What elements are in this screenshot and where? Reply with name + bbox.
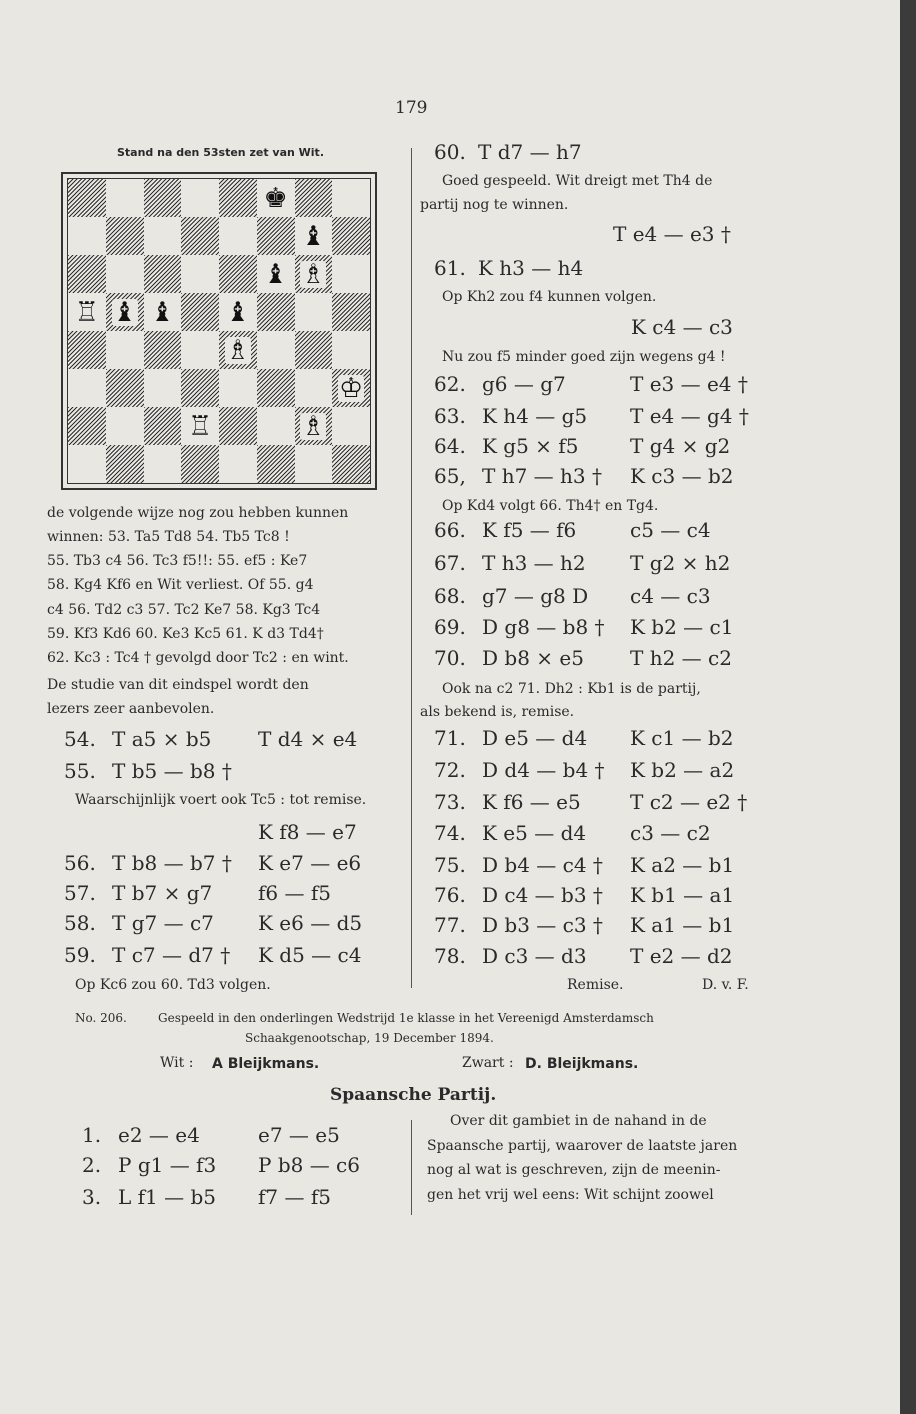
move-number: 57. xyxy=(64,881,96,905)
white-move: K f5 — f6 xyxy=(482,518,577,542)
move-number: 1. xyxy=(82,1123,102,1147)
board-square xyxy=(68,179,106,217)
board-square xyxy=(332,179,370,217)
board-square xyxy=(106,331,144,369)
black-move: K c1 — b2 xyxy=(630,726,734,750)
column-divider-lower xyxy=(411,1120,412,1215)
board-square xyxy=(332,217,370,255)
white-move: D b4 — c4 † xyxy=(482,853,603,877)
move-number: 63. xyxy=(434,404,466,428)
board-square xyxy=(257,217,295,255)
move-number: 60. xyxy=(434,140,466,164)
comment-line: Over dit gambiet in de nahand in de xyxy=(450,1113,707,1129)
board-square xyxy=(68,293,106,331)
board-square xyxy=(257,331,295,369)
white-move: D c4 — b3 † xyxy=(482,883,603,907)
black-move: T g2 × h2 xyxy=(630,551,731,575)
result-text: Remise. xyxy=(567,977,624,993)
board-square xyxy=(181,331,219,369)
board-square xyxy=(219,217,257,255)
board-square xyxy=(219,331,257,369)
black-move: K a1 — b1 xyxy=(630,913,735,937)
chess-piece-icon: ♖ xyxy=(74,296,99,328)
move-number: 74. xyxy=(434,821,466,845)
white-move: D b3 — c3 † xyxy=(482,913,603,937)
move-number: 65, xyxy=(434,464,466,488)
move-number: 67. xyxy=(434,551,466,575)
black-move: c5 — c4 xyxy=(630,518,711,542)
board-square xyxy=(295,179,333,217)
white-player-name: A Bleijkmans. xyxy=(212,1056,320,1072)
white-move: T h7 — h3 † xyxy=(482,464,602,488)
move-note: Op Kd4 volgt 66. Th4† en Tg4. xyxy=(442,498,659,514)
chess-piece-icon: ♝ xyxy=(112,296,137,328)
black-move: T e2 — d2 xyxy=(630,944,733,968)
analysis-line: 62. Kc3 : Tc4 † gevolgd door Tc2 : en wint. xyxy=(47,650,349,666)
chess-piece-icon: ♝ xyxy=(301,220,326,252)
white-move: T h3 — h2 xyxy=(482,551,586,575)
game-info-line1: Gespeeld in den onderlingen Wedstrijd 1e klasse in het Vereenigd Amsterdamsch xyxy=(158,1011,654,1025)
move-number: 3. xyxy=(82,1185,102,1209)
board-square xyxy=(257,179,295,217)
white-move: D c3 — d3 xyxy=(482,944,587,968)
comment-line: nog al wat is geschreven, zijn de meenin- xyxy=(427,1162,721,1178)
black-move: T g4 × g2 xyxy=(630,434,731,458)
board-square xyxy=(144,255,182,293)
move-note: Goed gespeeld. Wit dreigt met Th4 de xyxy=(442,173,713,189)
white-label: Wit : xyxy=(160,1055,194,1071)
move-number: 72. xyxy=(434,758,466,782)
board-square xyxy=(181,369,219,407)
white-move: T a5 × b5 xyxy=(112,727,212,751)
diagram-caption: Stand na den 53sten zet van Wit. xyxy=(117,146,324,159)
move-number: 2. xyxy=(82,1153,102,1177)
black-move: T c2 — e2 † xyxy=(630,790,748,814)
white-move: T b7 × g7 xyxy=(112,881,213,905)
move-note: partij nog te winnen. xyxy=(420,197,569,213)
chess-piece-icon: ♗ xyxy=(225,334,250,366)
white-move: D d4 — b4 † xyxy=(482,758,605,782)
white-move: e2 — e4 xyxy=(118,1123,200,1147)
move-number: 78. xyxy=(434,944,466,968)
black-move: T e4 — g4 † xyxy=(630,404,749,428)
white-move: P g1 — f3 xyxy=(118,1153,217,1177)
board-square xyxy=(257,407,295,445)
board-square xyxy=(106,407,144,445)
analysis-line: lezers zeer aanbevolen. xyxy=(47,701,215,717)
move-number: 55. xyxy=(64,759,96,783)
white-move: g6 — g7 xyxy=(482,372,566,396)
chess-piece-icon: ♗ xyxy=(301,258,326,290)
black-move: c3 — c2 xyxy=(630,821,711,845)
black-move: T e3 — e4 † xyxy=(630,372,748,396)
white-move: L f1 — b5 xyxy=(118,1185,217,1209)
chess-board xyxy=(67,178,371,484)
move-number: 56. xyxy=(64,851,96,875)
white-move: T b8 — b7 † xyxy=(112,851,232,875)
board-square xyxy=(144,179,182,217)
board-square xyxy=(181,293,219,331)
black-move: K b2 — a2 xyxy=(630,758,735,782)
move-note: als bekend is, remise. xyxy=(420,704,575,720)
board-square xyxy=(219,407,257,445)
board-square xyxy=(332,407,370,445)
analysis-line: c4 56. Td2 c3 57. Tc2 Ke7 58. Kg3 Tc4 xyxy=(47,602,321,618)
black-move: c4 — c3 xyxy=(630,584,711,608)
board-square xyxy=(181,445,219,483)
white-move: D b8 × e5 xyxy=(482,646,584,670)
board-square xyxy=(144,369,182,407)
black-move: K e7 — e6 xyxy=(258,851,362,875)
board-square xyxy=(219,255,257,293)
board-square xyxy=(106,217,144,255)
move-note: Nu zou f5 minder goed zijn wegens g4 ! xyxy=(442,349,726,365)
chess-piece-icon: ♗ xyxy=(301,410,326,442)
board-square xyxy=(106,293,144,331)
move-note: Waarschijnlijk voert ook Tc5 : tot remise. xyxy=(75,792,367,808)
column-divider xyxy=(411,148,412,988)
white-move: T c7 — d7 † xyxy=(112,943,231,967)
move-number: 58. xyxy=(64,911,96,935)
move-number: 68. xyxy=(434,584,466,608)
analysis-line: De studie van dit eindspel wordt den xyxy=(47,677,309,693)
board-square xyxy=(219,293,257,331)
board-square xyxy=(219,369,257,407)
move-number: 75. xyxy=(434,853,466,877)
white-move: T b5 — b8 † xyxy=(112,759,232,783)
white-move: K h3 — h4 xyxy=(478,256,584,280)
board-square xyxy=(68,407,106,445)
comment-line: Spaansche partij, waarover de laatste jaren xyxy=(427,1138,738,1154)
board-square xyxy=(295,255,333,293)
black-move: K c3 — b2 xyxy=(630,464,734,488)
black-move: T e4 — e3 † xyxy=(613,222,731,246)
board-square xyxy=(106,369,144,407)
board-square xyxy=(332,293,370,331)
game-info-line2: Schaakgenootschap, 19 December 1894. xyxy=(245,1031,494,1045)
board-square xyxy=(181,179,219,217)
board-square xyxy=(106,255,144,293)
game-number: No. 206. xyxy=(75,1011,127,1025)
black-label: Zwart : xyxy=(462,1055,514,1071)
board-square xyxy=(181,255,219,293)
board-square xyxy=(219,179,257,217)
board-square xyxy=(68,331,106,369)
board-square xyxy=(295,293,333,331)
black-player-name: D. Bleijkmans. xyxy=(525,1056,639,1072)
board-square xyxy=(68,445,106,483)
analysis-line: 58. Kg4 Kf6 en Wit verliest. Of 55. g4 xyxy=(47,577,314,593)
black-move: K d5 — c4 xyxy=(258,943,362,967)
chess-piece-icon: ♚ xyxy=(263,182,288,214)
move-number: 73. xyxy=(434,790,466,814)
white-move: D g8 — b8 † xyxy=(482,615,605,639)
analysis-line: 55. Tb3 c4 56. Tc3 f5!!: 55. ef5 : Ke7 xyxy=(47,553,308,569)
move-number: 59. xyxy=(64,943,96,967)
white-move: D e5 — d4 xyxy=(482,726,588,750)
board-square xyxy=(257,255,295,293)
board-square xyxy=(295,445,333,483)
board-square xyxy=(68,217,106,255)
board-square xyxy=(106,179,144,217)
move-number: 71. xyxy=(434,726,466,750)
board-square xyxy=(181,217,219,255)
white-move: g7 — g8 D xyxy=(482,584,589,608)
black-move: K b2 — c1 xyxy=(630,615,734,639)
black-move: f7 — f5 xyxy=(258,1185,331,1209)
move-number: 62. xyxy=(434,372,466,396)
board-square xyxy=(332,445,370,483)
move-number: 54. xyxy=(64,727,96,751)
white-move: K f6 — e5 xyxy=(482,790,581,814)
chess-piece-icon: ♖ xyxy=(188,410,213,442)
black-move: K c4 — c3 xyxy=(631,315,733,339)
board-square xyxy=(332,255,370,293)
analysis-line: 59. Kf3 Kd6 60. Ke3 Kc5 61. K d3 Td4† xyxy=(47,626,324,642)
chess-piece-icon: ♔ xyxy=(339,372,364,404)
white-move: K e5 — d4 xyxy=(482,821,587,845)
white-move: T g7 — c7 xyxy=(112,911,214,935)
board-square xyxy=(295,217,333,255)
board-square xyxy=(144,407,182,445)
signature: D. v. F. xyxy=(702,977,749,993)
black-move: T h2 — c2 xyxy=(630,646,732,670)
board-square xyxy=(332,331,370,369)
board-square xyxy=(144,293,182,331)
board-square xyxy=(257,369,295,407)
analysis-line: winnen: 53. Ta5 Td8 54. Tb5 Tc8 ! xyxy=(47,529,290,545)
move-note: Op Kh2 zou f4 kunnen volgen. xyxy=(442,289,657,305)
move-number: 69. xyxy=(434,615,466,639)
analysis-line: de volgende wijze nog zou hebben kunnen xyxy=(47,505,349,521)
board-square xyxy=(144,331,182,369)
board-square xyxy=(295,369,333,407)
move-number: 66. xyxy=(434,518,466,542)
board-square xyxy=(257,293,295,331)
move-number: 76. xyxy=(434,883,466,907)
board-square xyxy=(144,217,182,255)
move-number: 61. xyxy=(434,256,466,280)
white-move: T d7 — h7 xyxy=(478,140,582,164)
page-number: 179 xyxy=(395,98,428,118)
white-move: K g5 × f5 xyxy=(482,434,579,458)
black-move: K f8 — e7 xyxy=(258,820,357,844)
move-number: 64. xyxy=(434,434,466,458)
black-move: T d4 × e4 xyxy=(258,727,358,751)
opening-title: Spaansche Partij. xyxy=(330,1085,497,1105)
move-number: 70. xyxy=(434,646,466,670)
white-move: K h4 — g5 xyxy=(482,404,588,428)
board-square xyxy=(106,445,144,483)
board-square xyxy=(295,331,333,369)
board-square xyxy=(68,255,106,293)
black-move: K a2 — b1 xyxy=(630,853,735,877)
black-move: f6 — f5 xyxy=(258,881,331,905)
board-square xyxy=(295,407,333,445)
move-note: Ook na c2 71. Dh2 : Kb1 is de partij, xyxy=(442,681,701,697)
chess-piece-icon: ♝ xyxy=(150,296,175,328)
chess-diagram xyxy=(61,172,377,490)
comment-line: gen het vrij wel eens: Wit schijnt zoowel xyxy=(427,1187,714,1203)
black-move: P b8 — c6 xyxy=(258,1153,360,1177)
move-number: 77. xyxy=(434,913,466,937)
chess-piece-icon: ♝ xyxy=(263,258,288,290)
black-move: K e6 — d5 xyxy=(258,911,363,935)
black-move: e7 — e5 xyxy=(258,1123,340,1147)
chess-piece-icon: ♝ xyxy=(225,296,250,328)
board-square xyxy=(144,445,182,483)
board-square xyxy=(181,407,219,445)
board-square xyxy=(257,445,295,483)
move-note: Op Kc6 zou 60. Td3 volgen. xyxy=(75,977,271,993)
board-square xyxy=(332,369,370,407)
board-square xyxy=(219,445,257,483)
board-square xyxy=(68,369,106,407)
black-move: K b1 — a1 xyxy=(630,883,735,907)
